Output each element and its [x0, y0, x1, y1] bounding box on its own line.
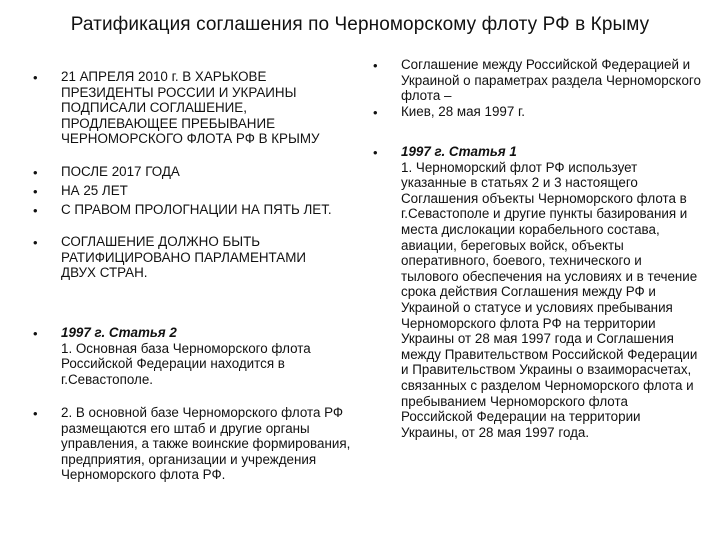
item-heading: 1997 г. Статья 1 [401, 144, 517, 159]
bullet: • [33, 70, 38, 85]
bullet: • [373, 58, 378, 73]
item-text: 21 АПРЕЛЯ 2010 г. В ХАРЬКОВЕ ПРЕЗИДЕНТЫ РОССИИ И УКРАИНЫ ПОДПИСАЛИ СОГЛАШЕНИЕ, ПРОДЛЕВАЮЩЕЕ ПРЕБЫВАНИЕ ЧЕРНОМОРСКОГО ФЛОТА РФ В КРЫМУ [61, 69, 320, 147]
bullet: • [33, 165, 38, 180]
item-text: НА 25 ЛЕТ [61, 183, 128, 198]
bullet: • [33, 326, 38, 341]
bullet: • [33, 203, 38, 218]
bullet: • [373, 145, 378, 160]
list-item [61, 183, 351, 199]
list-item [61, 202, 351, 218]
bullet: • [33, 184, 38, 199]
page-title: Ратификация соглашения по Черноморскому флоту РФ в Крыму [70, 14, 650, 35]
bullet: • [33, 235, 38, 250]
item-text: Соглашение между Российской Федерацией и Украиной о параметрах раздела Черноморского флота – [401, 57, 701, 104]
item-text: 2. В основной базе Черноморского флота РФ размещаются его штаб и другие органы управления, а также воинские формирования, предприятия, организации и учреждения Черноморского флота РФ. [61, 405, 351, 483]
list-item [61, 325, 326, 387]
item-text: 1. Основная база Черноморского флота Российской Федерации находится в г.Севастополе. [61, 340, 311, 387]
list-item [61, 405, 359, 483]
list-item [61, 234, 321, 281]
item-text: С ПРАВОМ ПРОЛОГНАЦИИ НА ПЯТЬ ЛЕТ. [61, 202, 332, 217]
item-heading: 1997 г. Статья 2 [61, 325, 177, 340]
item-text: СОГЛАШЕНИЕ ДОЛЖНО БЫТЬ РАТИФИЦИРОВАНО ПАРЛАМЕНТАМИ ДВУХ СТРАН. [61, 234, 306, 281]
list-item [401, 104, 701, 120]
list-item [401, 57, 701, 104]
item-text: ПОСЛЕ 2017 ГОДА [61, 164, 180, 179]
bullet: • [33, 406, 38, 421]
list-item [61, 69, 351, 147]
list-item [61, 164, 351, 180]
list-item [401, 144, 701, 440]
item-text: Киев, 28 мая 1997 г. [401, 104, 525, 119]
item-text: 1. Черноморский флот РФ использует указанные в статьях 2 и 3 настоящего Соглашения объекты Черноморского флота в г.Севастополе и другие пункты базирования и места дислокации корабельного состава, авиации, береговых войск, объекты оперативного, боевого, технического и тылового обеспечения на условиях и в течение срока действия Соглашения между РФ и Украиной о статусе и условиях пребывания Черноморского флота РФ на территории Украины от 28 мая 1997 года и Соглашения между Правительством Российской Федерации и Правительством Украины о взаиморасчетах, связанных с разделом Черноморского флота и пребыванием Черноморского флота Российской Федерации на территории Украины, от 28 мая 1997 года. [401, 159, 698, 440]
bullet: • [373, 105, 378, 120]
